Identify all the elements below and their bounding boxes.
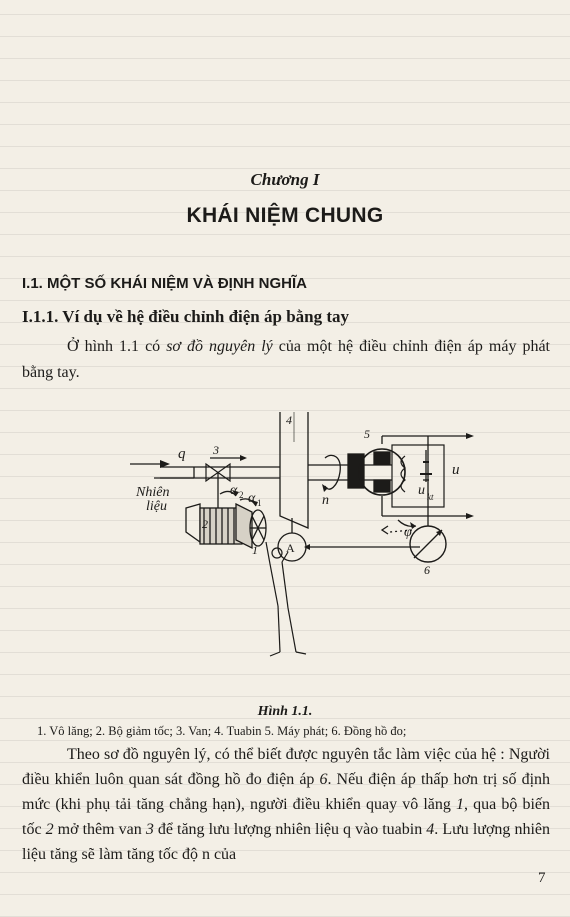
intro-emphasis: sơ đồ nguyên lý — [166, 338, 273, 355]
figure-caption: Hình 1.1. — [257, 704, 313, 719]
body-s6: . Lưu lượng nhiên liệu tăng sẽ làm tăng tốc độ n của — [22, 821, 551, 863]
label-ukt-sub: kt — [427, 492, 434, 502]
page-number: 7 — [538, 870, 546, 886]
label-n: n — [322, 493, 329, 508]
chapter-title: KHÁI NIỆM CHUNG — [186, 204, 384, 227]
figure-legend: 1. Vô lăng; 2. Bộ giảm tốc; 3. Van; 4. Tuabin 5. Máy phát; 6. Đồng hồ đo; — [37, 724, 407, 738]
label-phi: φ — [404, 525, 412, 540]
handwheel-icon — [250, 510, 266, 546]
label-2: 2 — [202, 517, 208, 531]
body-s1: Theo sơ đồ nguyên lý, có thể biết được nguyên tắc làm việc của hệ : Người điều khiển luôn quan sát đồng hồ đo điện áp — [22, 746, 550, 788]
body-ref-4: 4 — [426, 821, 435, 838]
label-u: u — [452, 462, 460, 478]
body-ref-2: 2 — [45, 821, 54, 838]
label-4: 4 — [286, 413, 292, 427]
chapter-label: Chương I — [250, 170, 320, 189]
intro-text-before: Ở hình 1.1 có — [67, 338, 167, 355]
body-paragraph — [22, 742, 550, 867]
label-5: 5 — [364, 427, 370, 441]
intro-text-after: của một hệ điều chỉnh điện áp máy phát bằng tay. — [22, 338, 551, 381]
section-heading: I.1. MỘT SỐ KHÁI NIỆM VÀ ĐỊNH NGHĨA — [22, 275, 308, 292]
label-alpha-1-sub: 1 — [257, 498, 262, 508]
label-meter-a: A — [286, 541, 295, 555]
label-1: 1 — [252, 543, 258, 557]
intro-paragraph — [22, 334, 550, 386]
subsection-heading: I.1.1. Ví dụ về hệ điều chỉnh điện áp bằng tay — [22, 307, 350, 326]
label-fuel-1: Nhiên — [136, 485, 170, 500]
label-6: 6 — [424, 563, 430, 577]
label-ukt: u — [418, 483, 425, 498]
body-s4: mở thêm van — [53, 821, 146, 838]
body-ref-6: 6 — [319, 771, 328, 788]
body-s5: để tăng lưu lượng nhiên liệu q vào tuabin — [153, 821, 427, 838]
label-3: 3 — [213, 443, 219, 457]
body-s2: . Nếu điện áp thấp hơn trị số định mức (khi phụ tải tăng chẳng hạn), người điều khiển quay vô lăng — [22, 771, 551, 813]
label-alpha-1: α — [248, 491, 256, 506]
schematic-figure — [120, 412, 480, 702]
label-q: q — [178, 446, 186, 462]
label-alpha-2: α — [230, 483, 238, 498]
generator-icon — [348, 449, 405, 495]
gear-reducer-icon — [186, 492, 252, 548]
label-fuel-2: liệu — [146, 499, 167, 514]
label-alpha-2-sub: 2 — [239, 490, 244, 500]
body-ref-3: 3 — [145, 821, 154, 838]
body-s3: , qua bộ biến tốc — [22, 796, 550, 838]
valve-icon — [206, 464, 230, 492]
body-ref-1: 1 — [456, 796, 464, 813]
